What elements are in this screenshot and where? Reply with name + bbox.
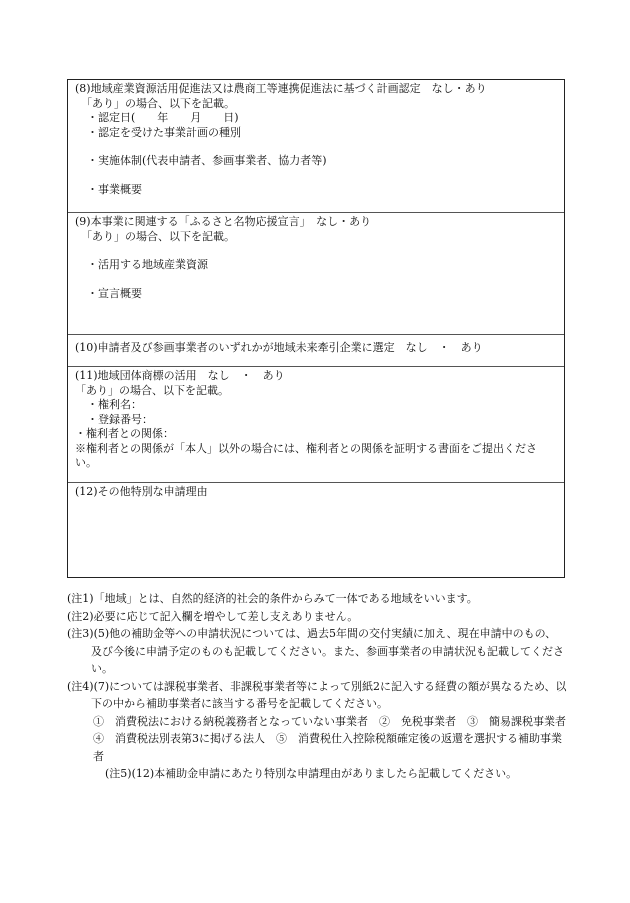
note-4-options-row-1: ① 消費税法における納税義務者となっていない事業者 ② 免税事業者 ③ 簡易課税事業者: [93, 714, 566, 728]
business-overview-field[interactable]: ・事業概要: [87, 182, 142, 196]
note-3: (注3)(5)他の補助金等への申請状況については、過去5年間の交付実績に加え、現在申請中のもの、及び今後に申請予定のものも記載してください。また、参画事業者の申請状況も記載してください。: [67, 627, 564, 675]
application-form-table: [67, 79, 565, 578]
regional-resource-field[interactable]: ・活用する地域産業資源: [87, 258, 208, 271]
section-8-instruction: 「あり」の場合、以下を記載。: [81, 96, 235, 110]
section-9-title: (9)本事業に関連する「ふるさと名物応援宣言」 なし・あり: [75, 215, 372, 228]
rights-holder-relation-field[interactable]: ・権利者との関係：: [75, 427, 174, 440]
registration-number-field[interactable]: ・登録番号：: [87, 412, 153, 426]
plan-type-field[interactable]: ・認定を受けた事業計画の種別: [87, 125, 241, 139]
section-11-regional-trademark: [68, 367, 564, 483]
rights-holder-warning: ※権利者との関係が「本人」以外の場合には、権利者との関係を証明する書面をご提出ください。: [75, 441, 537, 469]
note-4-options-row-2: ④ 消費税法別表第3に掲げる法人 ⑤ 消費税仕入控除税額確定後の返還を選択する補助事業者: [93, 732, 562, 763]
declaration-summary-field[interactable]: ・宣言概要: [87, 286, 142, 300]
section-11-instruction: 「あり」の場合、以下を記載。: [75, 383, 229, 397]
note-5: (注5)(12)本補助金申請にあたり特別な申請理由がありましたら記載してください。: [105, 767, 518, 780]
certification-date-field[interactable]: ・認定日( 年 月 日): [87, 111, 239, 124]
section-12-title: (12)その他特別な申請理由: [75, 485, 208, 498]
section-10-title[interactable]: (10)申請者及び参画事業者のいずれかが地域未来牽引企業に選定 なし ・ あり: [75, 341, 483, 354]
right-name-field[interactable]: ・権利名：: [87, 398, 142, 411]
section-11-title[interactable]: (11)地域団体商標の活用 なし ・ あり: [75, 369, 285, 382]
note-4: (注4)(7)については課税事業者、非課税事業者等によって別紙2に記入する経費の額が異なるため、以下の中から補助事業者に該当する番号を記載してください。: [67, 679, 567, 710]
note-2: (注2)必要に応じて記入欄を増やして差し支えありません。: [67, 609, 359, 623]
section-9-instruction: 「あり」の場合、以下を記載。: [81, 229, 235, 243]
footnotes: [67, 590, 567, 783]
section-12-special-reason[interactable]: [68, 483, 564, 577]
section-8-title: (8)地域産業資源活用促進法又は農商工等連携促進法に基づく計画認定 なし・あり: [75, 82, 487, 95]
section-10-regional-future-company: [68, 335, 564, 367]
implementation-system-field[interactable]: ・実施体制(代表申請者、参画事業者、協力者等): [87, 154, 327, 167]
section-8-plan-certification: [68, 80, 564, 213]
section-9-furusato-declaration: [68, 213, 564, 335]
note-1: (注1)「地域」とは、自然的経済的社会的条件からみて一体である地域をいいます。: [67, 592, 478, 605]
